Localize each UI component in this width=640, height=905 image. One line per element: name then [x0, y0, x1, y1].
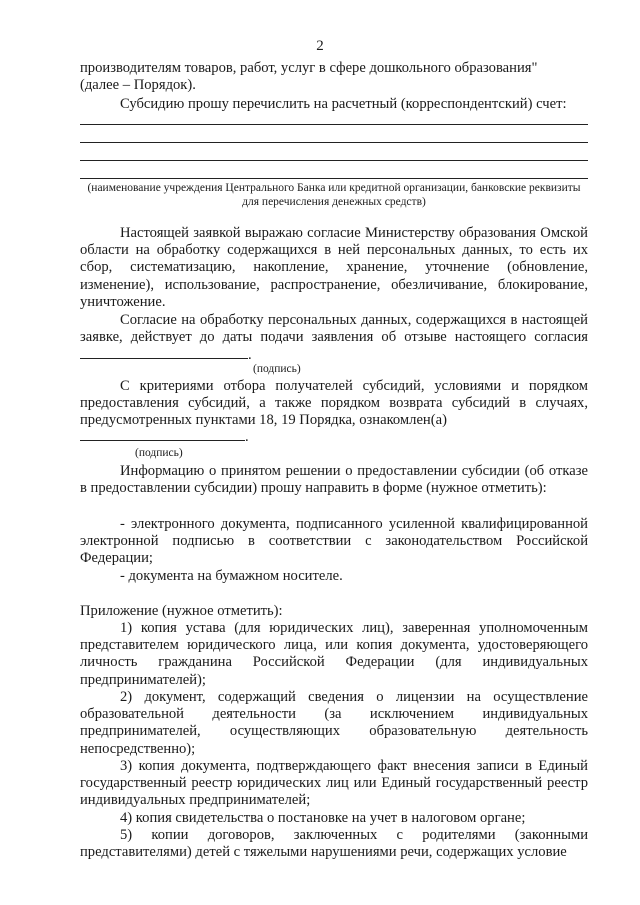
signature-line-2-row: .	[80, 428, 588, 446]
signature-line-1	[80, 346, 248, 359]
page-number: 2	[316, 38, 324, 54]
intro-line-2: (далее – Порядок).	[80, 77, 196, 94]
bank-caption: (наименование учреждения Центрального Банка или кредитной организации, банковские реквизиты для перечисления денежных средств)	[87, 182, 581, 208]
option-electronic: - электронного документа, подписанного усиленной квалифицированной электронной подписью в соответствии с законодательством Российской Федерации;	[80, 516, 588, 567]
signature-caption-1: (подпись)	[253, 363, 301, 375]
intro-line-1: производителям товаров, работ, услуг в сфере дошкольного образования"	[80, 60, 538, 76]
decision-info: Информацию о принятом решении о предоставлении субсидии (об отказе в предоставлении субсидии) прошу направить в форме (нужное отметить):	[80, 463, 588, 497]
attachment-item-3: 3) копия документа, подтверждающего факт внесения записи в Единый государственный реестр юридических лиц или Единый государственный реестр индивидуальных предпринимателей;	[80, 758, 588, 809]
signature-caption-2: (подпись)	[135, 447, 183, 459]
consent-validity-text: Согласие на обработку персональных данных, содержащихся в настоящей заявке, действует до даты подачи заявления об отзыве настоящего согласия	[80, 312, 588, 346]
criteria-acknowledgement: С критериями отбора получателей субсидий, условиями и порядком предоставления субсидий, а также порядком возврата субсидий в случаях, предусмотренных пунктами 18, 19 Порядка, ознакомлен(а)	[80, 378, 588, 429]
bank-details-line-1	[80, 124, 588, 125]
bank-details-line-2	[80, 142, 588, 143]
attachments-heading: Приложение (нужное отметить):	[80, 603, 283, 619]
bank-details-line-4	[80, 178, 588, 179]
signature-line-2	[80, 428, 245, 441]
subsidy-request: Субсидию прошу перечислить на расчетный (корреспондентский) счет:	[120, 96, 567, 112]
consent-personal-data: Настоящей заявкой выражаю согласие Министерству образования Омской области на обработку содержащихся в ней персональных данных, то есть их сбор, систематизацию, накопление, хранение, уточнение (обновление, изменение), использование, распространение, обезличивание, блокирование, уничтожение.	[80, 225, 588, 310]
attachment-item-2: 2) документ, содержащий сведения о лицензии на осуществление образовательной деятельности (за исключением индивидуальных предпринимателей, осуществляющих образовательную деятельность непосредственно);	[80, 689, 588, 757]
attachment-item-1: 1) копия устава (для юридических лиц), заверенная уполномоченным представителем юридического лица, или копия документа, удостоверяющего личность гражданина Российской Федерации (для индивидуальных предпринимателей);	[80, 620, 588, 688]
attachment-item-5: 5) копии договоров, заключенных с родителями (законными представителями) детей с тяжелыми нарушениями речи, содержащих условие	[80, 827, 588, 861]
consent-validity: Согласие на обработку персональных данных, содержащихся в настоящей заявке, действует до даты подачи заявления об отзыве настоящего согласия .	[80, 312, 588, 364]
option-paper: - документа на бумажном носителе.	[120, 568, 343, 584]
attachment-item-4: 4) копия свидетельства о постановке на учет в налоговом органе;	[120, 810, 526, 826]
intro-text	[80, 60, 588, 94]
bank-details-line-3	[80, 160, 588, 161]
